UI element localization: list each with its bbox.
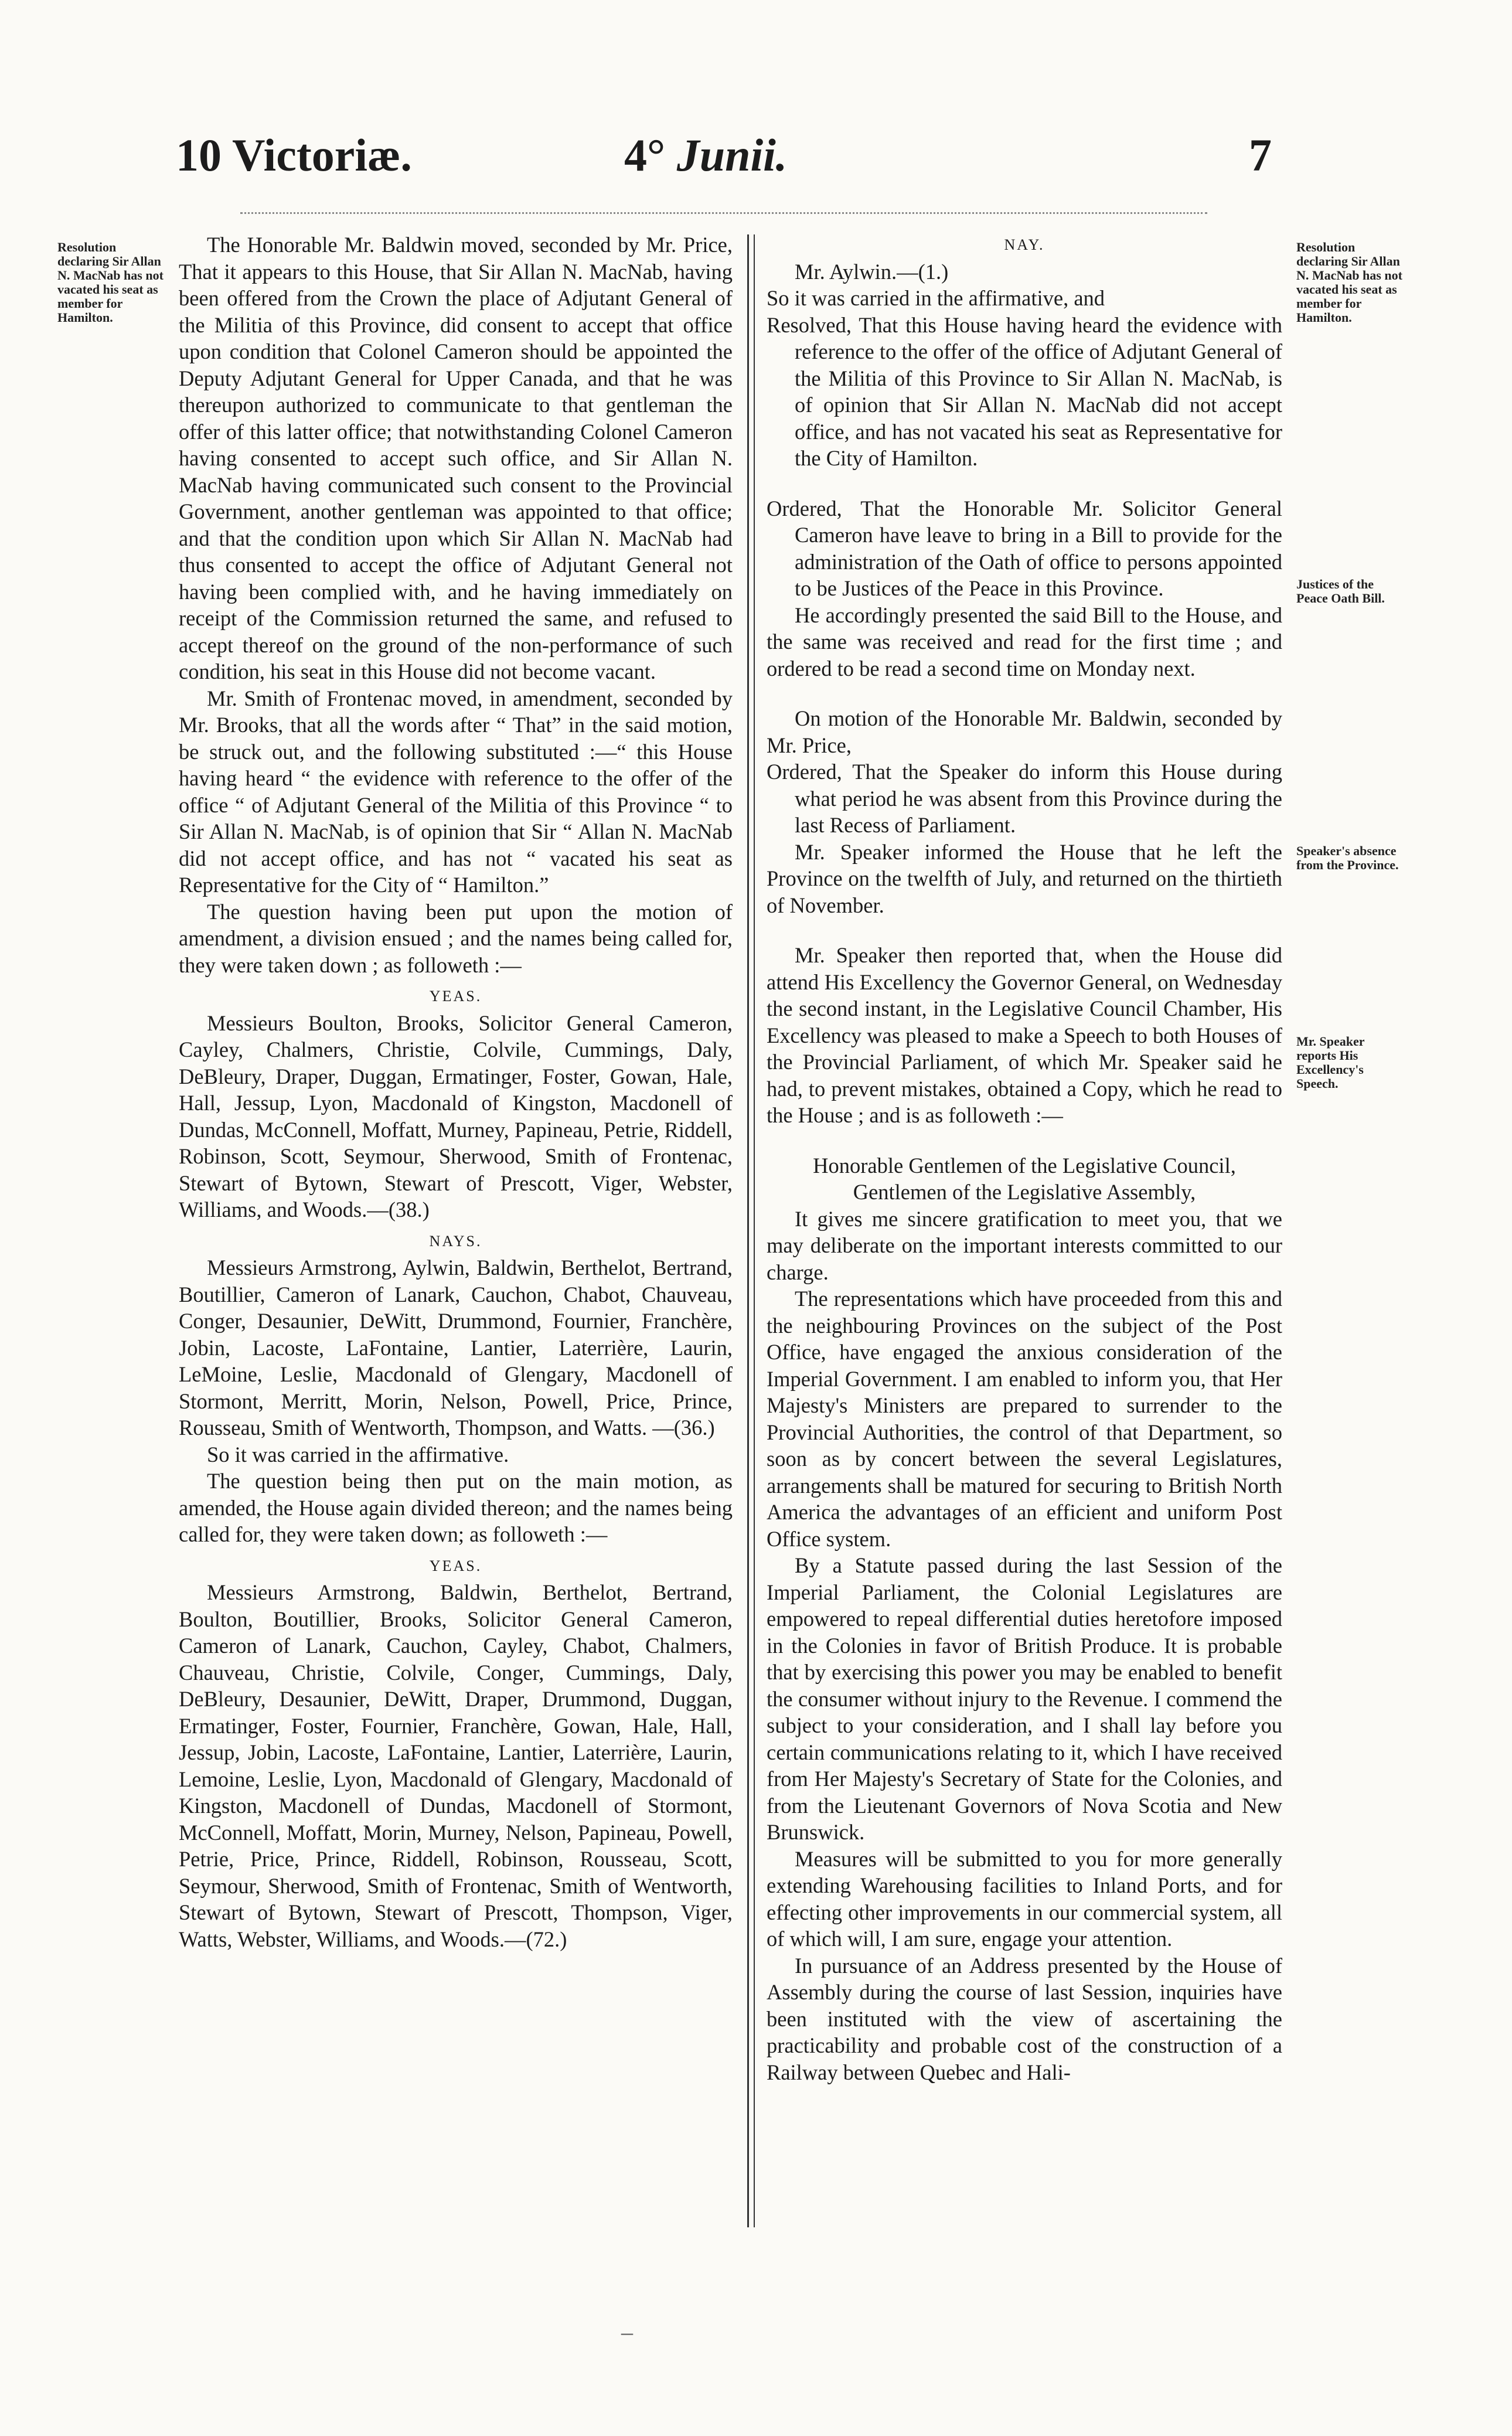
margin-note-left-resolution: Resolution declaring Sir Allan N. MacNab has not vacated his seat as member for Hamilton. (57, 240, 164, 325)
header-month: Junii. (676, 130, 788, 181)
page-number: 7 (1249, 130, 1272, 181)
division-intro: The question having been put upon the motion of amendment, a division ensued ; and the names being called for, they were taken down ; as followeth :— (179, 899, 733, 977)
yeas-heading: YEAS. (429, 988, 482, 1005)
baldwin-motion: The Honorable Mr. Baldwin moved, seconded by Mr. Price, That it appears to this House, that Sir Allan N. MacNab, having been offered from the Crown the place of Adjutant General of the Militia of this Province, did consent to accept that office upon condition that Colonel Cameron should be appointed the Deputy Adjutant General for Upper Canada, and that he was thereupon authorized to communicate to that gentleman the offer of this latter office; that notwithstanding Colonel Cameron having consented to accept such office, and Sir Allan N. MacNab having communicated such consent to the Provincial Government, another gentleman was appointed to that office; and that the condition upon which Sir Allan N. MacNab had thus consented to accept the office of Adjutant General not having been complied with, and he having immediately on receipt of the Commission returned the same, and refused to accept thereof on the ground of the non-performance of such condition, his seat in this House did not become vacant. (179, 233, 733, 683)
speech-duties: By a Statute passed during the last Session of the Imperial Parliament, the Colonial Legislatures are empowered to repeal differential duties heretofore imposed in the Colonies in favor of British Produce. It is probable that by exercising this power you may be enabled to benefit the consumer without injury to the Revenue. I commend the subject to your consideration, and I shall lay before you certain communications relating to it, which I have received from Her Majesty's Secretary of State for the Colonies, and from the Lieutenant Governors of Nova Scotia and New Brunswick. (767, 1553, 1282, 1844)
speaker-informed: Mr. Speaker informed the House that he left the Province on the twelfth of July, and returned on the thirtieth of November. (767, 839, 1282, 917)
speech-warehousing: Measures will be submitted to you for more generally extending Warehousing facilities to Inland Ports, and for effecting other improvements in our commercial system, all of which will, I am sure, engage your attention. (767, 1846, 1282, 1951)
right-column (767, 232, 1282, 2085)
speech-railway: In pursuance of an Address presented by the House of Assembly during the course of last Session, inquiries have been instituted with the view of ascertaining the practicability and probable cost of the construction of a Railway between Quebec and Hali- (767, 1953, 1282, 2084)
yeas-list-2: Messieurs Armstrong, Baldwin, Berthelot, Bertrand, Boulton, Boutillier, Brooks, Solicitor General Cameron, Cameron of Lanark, Cauchon, Cayley, Chabot, Chalmers, Chauveau, Christie, Colvile, Conger, Cummings, Daly, DeBleury, Desaunier, DeWitt, Draper, Drummond, Duggan, Ermatinger, Foster, Fournier, Franchère, Gowan, Hale, Hall, Jessup, Jobin, Lacoste, LaFontaine, Lantier, Laterrière, Laurin, Lemoine, Leslie, Lyon, Macdonald of Glengary, Macdonald of Kingston, Macdonell of Dundas, Macdonell of Stormont, McConnell, Moffatt, Morin, Murney, Nelson, Papineau, Powell, Petrie, Price, Prince, Riddell, Robinson, Rousseau, Scott, Seymour, Sherwood, Smith of Frontenac, Smith of Wentworth, Stewart of Bytown, Stewart of Prescott, Thompson, Viger, Watts, Webster, Williams, and Woods.—(72.) (179, 1580, 733, 1951)
yeas-heading-2: YEAS. (429, 1557, 482, 1574)
yeas-list: Messieurs Boulton, Brooks, Solicitor General Cameron, Cayley, Chalmers, Christie, Colvile, Cummings, Daly, DeBleury, Draper, Duggan, Ermatinger, Foster, Gowan, Hale, Hall, Jessup, Lyon, Macdonald of Kingston, Macdonell of Dundas, McConnell, Moffatt, Murney, Papineau, Petrie, Riddell, Robinson, Scott, Seymour, Sherwood, Smith of Frontenac, Stewart of Bytown, Stewart of Prescott, Viger, Webster, Williams, and Woods.—(38.) (179, 1011, 733, 1222)
nay-list: Mr. Aylwin.—(1.) (795, 259, 949, 284)
motion-baldwin-price: On motion of the Honorable Mr. Baldwin, seconded by Mr. Price, (767, 706, 1282, 757)
header-day: 4° (624, 130, 666, 181)
speech-post-office: The representations which have proceeded from this and the neighbouring Provinces on the subject of the Post Office, have engaged the anxious consideration of the Imperial Government. I am enabled to inform you, that Her Majesty's Ministers are prepared to surrender to the Provincial Authorities, the control of that Department, so soon as by concert between the several Legislatures, arrangements shall be matured for securing to British North America the advantages of an efficient and uniform Post Office system. (767, 1287, 1282, 1551)
nays-list: Messieurs Armstrong, Aylwin, Baldwin, Berthelot, Bertrand, Boutillier, Cameron of Lanark, Cauchon, Chabot, Chauveau, Conger, Desaunier, DeWitt, Drummond, Fournier, Franchère, Jobin, Lacoste, LaFontaine, Lantier, Laterrière, Laurin, LeMoine, Leslie, Macdonald of Glengary, Macdonell of Stormont, Merritt, Morin, Nelson, Powell, Price, Prince, Rousseau, Smith of Wentworth, Thompson, and Watts. —(36.) (179, 1256, 733, 1440)
margin-note-right-resolution: Resolution declaring Sir Allan N. MacNab has not vacated his seat as member for Hamilton. (1296, 240, 1402, 325)
speaker-report: Mr. Speaker then reported that, when the House did attend His Excellency the Governor General, on Wednesday the second instant, in the Legislative Council Chamber, His Excellency was pleased to make a Speech to both Houses of the Provincial Parliament, of which Mr. Speaker said he had, to prevent mistakes, obtained a Copy, which he read to the House ; and is as followeth :— (767, 943, 1282, 1127)
ordered-bill: Ordered, That the Honorable Mr. Solicitor General Cameron have leave to bring in a Bill to provide for the administration of the Oath of office to persons appointed to be Justices of the Peace in this Province. (767, 496, 1282, 600)
main-motion-intro: The question being then put on the main motion, as amended, the House again divided thereon; and the names being called for, they were taken down; as followeth :— (179, 1469, 733, 1546)
nay-heading: NAY. (1004, 236, 1045, 253)
margin-note-justices-bill: Justices of the Peace Oath Bill. (1296, 577, 1385, 605)
salutation-council: Honorable Gentlemen of the Legislative Council, (813, 1153, 1236, 1178)
salutation-assembly: Gentlemen of the Legislative Assembly, (853, 1180, 1196, 1204)
margin-note-speech: Mr. Speaker reports His Excellency's Speech. (1296, 1034, 1365, 1091)
speech-opening: It gives me sincere gratification to meet you, that we may deliberate on the important interests committed to our charge. (767, 1206, 1282, 1284)
ordered-speaker: Ordered, That the Speaker do inform this House during what period he was absent from this Province during the last Recess of Parliament. (767, 760, 1282, 837)
header-rule (240, 212, 1207, 214)
left-column (179, 232, 733, 1952)
smith-amendment: Mr. Smith of Frontenac moved, in amendment, seconded by Mr. Brooks, that all the words after “ That” in the said motion, be struck out, and the following substituted :—“ this House having heard “ the evidence with reference to the offer of the office “ of Adjutant General of the Militia of this Province “ to Sir Allan N. MacNab, is of opinion that Sir “ Allan N. MacNab did not accept office, and has not “ vacated his seat as Representative for the City of “ Hamilton.” (179, 686, 733, 897)
resolved-paragraph: Resolved, That this House having heard the evidence with reference to the offer of the office of Adjutant General of the Militia of this Province to Sir Allan N. MacNab, is of opinion that Sir Allan N. MacNab did not accept office, and has not vacated his seat as Representative for the City of Hamilton. (767, 312, 1282, 470)
nays-heading: NAYS. (429, 1232, 482, 1250)
carried-affirmative: So it was carried in the affirmative, and (767, 286, 1105, 310)
margin-note-speaker-absence: Speaker's absence from the Province. (1296, 843, 1399, 872)
bill-presented: He accordingly presented the said Bill to the House, and the same was received and read for the first time ; and ordered to be read a second time on Monday next. (767, 603, 1282, 681)
header-date (624, 129, 787, 182)
footer-mark: – (621, 2319, 633, 2345)
column-divider (747, 234, 755, 2227)
carried-statement: So it was carried in the affirmative. (207, 1442, 509, 1467)
running-header (176, 129, 1272, 199)
header-regnal-year: 10 Victoriæ. (176, 130, 412, 181)
